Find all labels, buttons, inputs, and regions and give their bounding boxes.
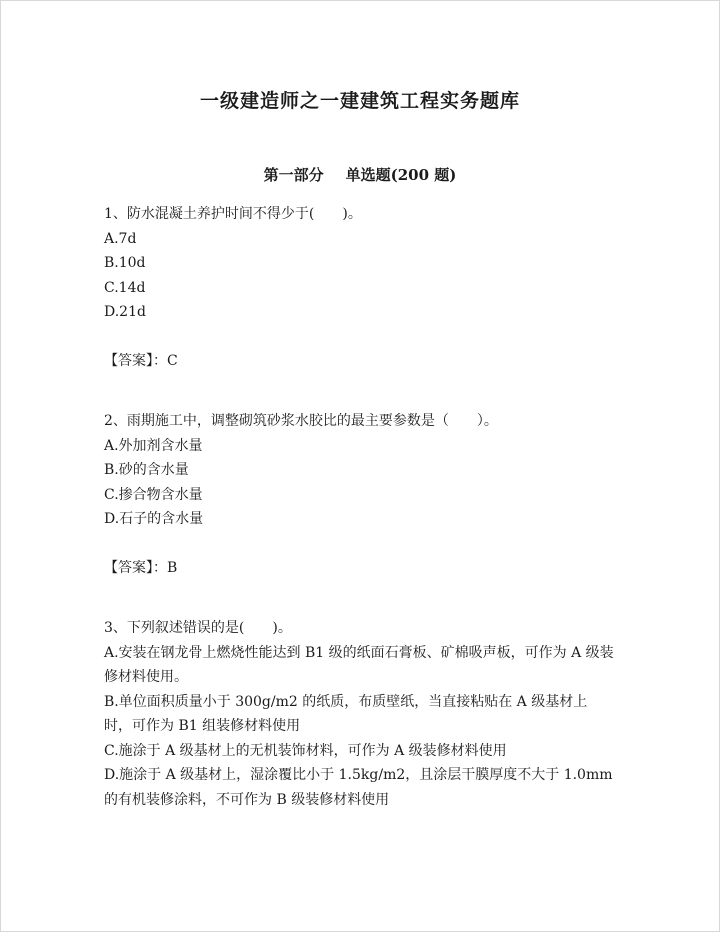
option-a: A.外加剂含水量	[104, 437, 203, 454]
option-c: C.施涂于 A 级基材上的无机装饰材料，可作为 A 级装修材料使用	[104, 742, 507, 759]
question-list	[104, 202, 614, 812]
option-c: C.14d	[104, 279, 146, 296]
question-2	[104, 409, 614, 604]
section-type: 单选题(200 题)	[345, 166, 457, 184]
option-d: D.21d	[104, 304, 146, 320]
section-part: 第一部分	[263, 166, 324, 184]
question-stem: 1、防水混凝土养护时间不得少于( )。	[104, 206, 362, 222]
option-d: D.石子的含水量	[104, 511, 204, 527]
option-c: C.掺合物含水量	[104, 486, 203, 503]
option-a: A.7d	[104, 230, 137, 247]
option-a: A.安装在钢龙骨上燃烧性能达到 B1 级的纸面石膏板、矿棉吸声板，可作为 A 级装修材料使用。	[104, 644, 614, 685]
option-b: B.单位面积质量小于 300g/m2 的纸质，布质壁纸，当直接粘贴在 A 级基材上时，可作为 B1 组装修材料使用	[104, 693, 588, 734]
option-b: B.砂的含水量	[104, 462, 189, 478]
question-1	[104, 202, 614, 397]
section-heading	[0, 164, 720, 185]
option-d: D.施涂于 A 级基材上，湿涂覆比小于 1.5kg/m2，且涂层干膜厚度不大于 1.0mm 的有机装修涂料，不可作为 B 级装修材料使用	[104, 767, 613, 808]
question-stem: 3、下列叙述错误的是( )。	[104, 620, 292, 636]
question-3	[104, 616, 614, 812]
answer-label: 【答案】：C	[104, 352, 178, 369]
option-b: B.10d	[104, 255, 146, 271]
answer-label: 【答案】：B	[104, 559, 178, 576]
document-title: 一级建造师之一建建筑工程实务题库	[199, 90, 520, 112]
question-stem: 2、雨期施工中，调整砌筑砂浆水胶比的最主要参数是（ ）。	[104, 413, 498, 429]
